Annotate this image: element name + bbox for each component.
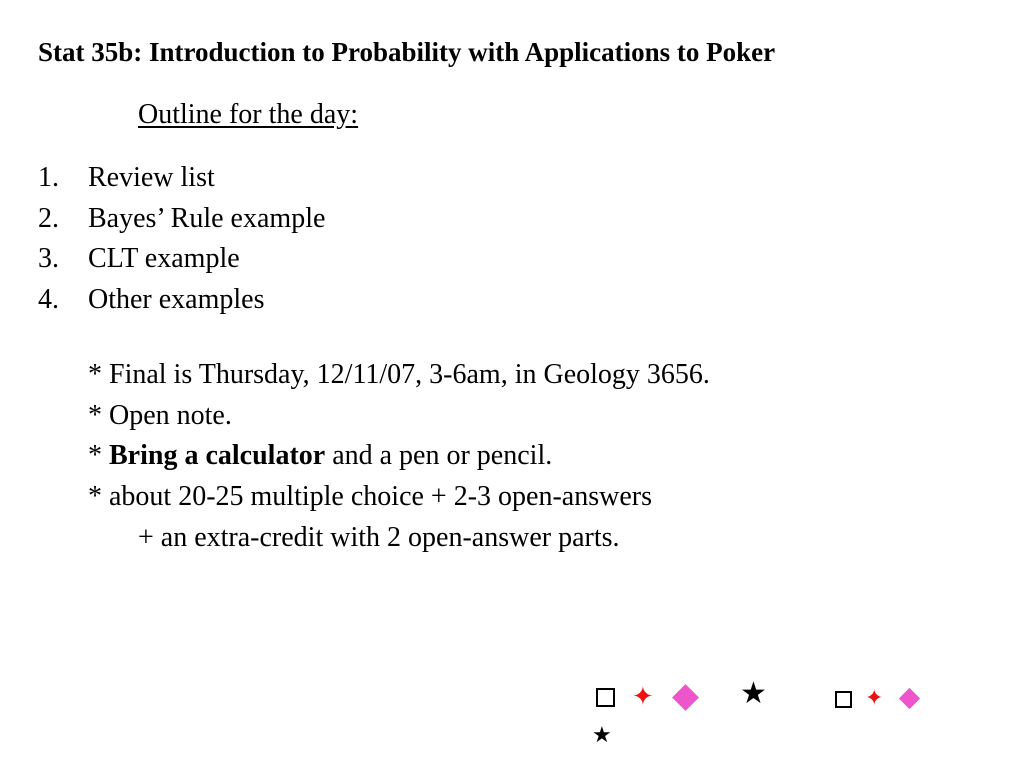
outline-item	[38, 280, 325, 321]
outline-item	[38, 158, 325, 199]
note-open-note: * Open note.	[88, 399, 232, 431]
outline-item-number: 4.	[38, 284, 59, 316]
note-calculator-bold: Bring a calculator	[109, 440, 326, 472]
outline-item-text: Other examples	[88, 284, 265, 316]
note-final-exam: * Final is Thursday, 12/11/07, 3-6am, in Geology 3656.	[88, 359, 710, 390]
announcement-notes	[88, 355, 710, 558]
outline-item-number: 1.	[38, 162, 59, 193]
square-icon	[596, 688, 615, 707]
outline-item-text: CLT example	[88, 243, 240, 275]
note-calculator-prefix: *	[88, 440, 109, 472]
sparkle-icon: ✦	[865, 686, 884, 711]
note-calculator-suffix: and a pen or pencil.	[325, 440, 553, 472]
star-icon: ★	[592, 723, 612, 748]
outline-heading: Outline for the day:	[138, 99, 359, 130]
diamond-icon	[672, 684, 699, 711]
outline-item-number: 3.	[38, 243, 59, 275]
sparkle-icon: ✦	[632, 682, 654, 712]
slide-title: Stat 35b: Introduction to Probability with Applications to Poker	[38, 37, 776, 67]
outline-item	[38, 199, 325, 240]
diamond-icon	[899, 688, 920, 709]
outline-item-text: Review list	[88, 162, 215, 193]
outline-item-number: 2.	[38, 202, 59, 234]
square-icon	[835, 691, 852, 708]
note-extra-credit: + an extra-credit with 2 open-answer parts.	[138, 521, 620, 553]
note-exam-format: * about 20-25 multiple choice + 2-3 open-answers	[88, 481, 652, 513]
note-calculator	[88, 436, 710, 477]
outline-list	[38, 158, 325, 321]
outline-item	[38, 239, 325, 280]
outline-item-text: Bayes’ Rule example	[88, 202, 326, 234]
star-icon: ★	[740, 676, 767, 711]
